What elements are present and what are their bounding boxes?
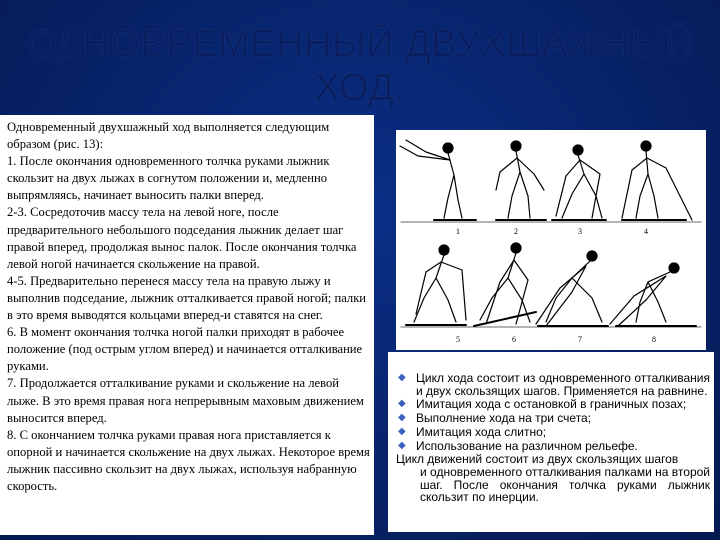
bullet-text: Цикл хода состоит из одновременного отталкивания и двух скользящих шагов. Применяется на равнине.: [416, 371, 710, 398]
skier-figure-5: [406, 245, 466, 325]
bullet-text: Имитация хода с остановкой в граничных позах;: [416, 397, 687, 412]
intro-paragraph: Одновременный двухшажный ход выполняется следующим образом (рис. 13):: [7, 120, 330, 152]
summary-bullet: [392, 412, 710, 425]
cycle-summary-rest: и одновременного отталкивания палками на второй шаг. После окончания толчка руками лыжник скользит по инерции.: [420, 464, 710, 505]
summary-box: [388, 352, 714, 532]
phase-number-1: 1: [456, 227, 460, 236]
bullet-icon: ◆: [398, 425, 406, 437]
skier-figure-1: [400, 140, 476, 220]
technique-description: [0, 115, 374, 535]
skier-figure-6: [474, 243, 536, 326]
summary-bullet: [392, 426, 710, 439]
bullet-icon: ◆: [398, 439, 406, 451]
summary-bullet: [392, 372, 710, 397]
phase-2-3-paragraph: 2-3. Сосредоточив массу тела на левой ноге, после предварительного небольшого подседания лыжник делает шаг правой вперед, продолжая вынос палок. После окончания толчка левой ногой начинается скольжение на правой.: [7, 205, 357, 271]
phase-6-paragraph: 6. В момент окончания толчка ногой палки приходят в рабочее положение (под острым углом вперед) и начинается отталкивание руками.: [7, 325, 363, 374]
bullet-text: Выполнение хода на три счета;: [416, 411, 592, 426]
bullet-text: Имитация хода слитно;: [416, 424, 547, 439]
phase-1-paragraph: 1. После окончания одновременного толчка руками лыжник скользит на двух лыжах в согнутом положении и, медленно выпрямляясь, начинает выносить палки вперед.: [7, 154, 330, 203]
phase-number-4: 4: [644, 227, 648, 236]
phase-number-7: 7: [578, 335, 582, 344]
summary-bullet: [392, 398, 710, 411]
phase-number-3: 3: [578, 227, 582, 236]
skier-phases-illustration: [396, 130, 706, 350]
phase-7-paragraph: 7. Продолжается отталкивание руками и скольжение на левой лыже. В это время правая нога непрерывным маховым движением выносится вперед.: [7, 376, 364, 425]
bullet-icon: ◆: [398, 398, 406, 410]
phase-number-8: 8: [652, 335, 656, 344]
bullet-icon: ◆: [398, 372, 406, 383]
phase-number-5: 5: [456, 335, 460, 344]
slide-title: [0, 22, 720, 110]
summary-bullet: [392, 440, 710, 453]
phase-8-paragraph: 8. С окончанием толчка руками правая нога приставляется к опорной и начинается скольжение на двух лыжах. Некоторое время лыжник пассивно скользит на двух лыжах, используя набранную скорость.: [7, 427, 370, 493]
skier-figure-4: [622, 141, 692, 220]
skier-figure-2: [496, 141, 546, 220]
title-line-2: ХОД.: [314, 67, 406, 109]
skier-figure-8: [610, 263, 696, 326]
title-line-1: ОДНОВРЕМЕННЫЙ ДВУХШАЖНЫЙ: [27, 23, 693, 65]
skier-phases-figure: [396, 130, 706, 350]
bullet-text: Использование на различном рельефе.: [416, 438, 638, 453]
skier-figure-3: [552, 145, 606, 220]
bullet-icon: ◆: [398, 412, 406, 424]
phase-number-2: 2: [514, 227, 518, 236]
cycle-summary-first: Цикл движений состоит из двух скользящих шагов: [396, 452, 679, 467]
phase-number-6: 6: [512, 335, 516, 344]
cycle-summary: [392, 453, 710, 504]
skier-figure-7: [536, 251, 608, 326]
phase-4-5-paragraph: 4-5. Предварительно перенеся массу тела на правую лыжу и выполнив подседание, лыжник отталкивается правой ногой; палки в это время выводятся кольцами вперед-и ставятся на снег.: [7, 273, 367, 323]
